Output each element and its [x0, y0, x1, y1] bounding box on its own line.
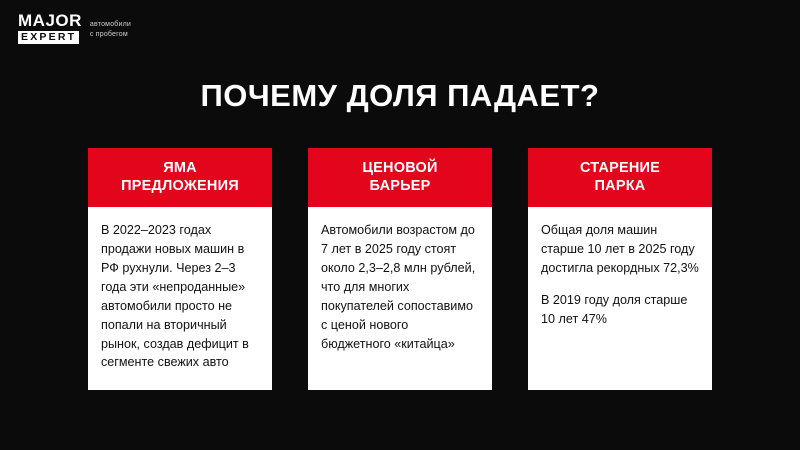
card-fleet-aging [528, 148, 712, 390]
card-supply-gap-paragraph: В 2022–2023 годах продажи новых машин в РФ рухнули. Через 2–3 года эти «непроданные» автомобили просто не попали на вторичный рынок, создав дефицит в сегменте свежих авто [101, 223, 249, 370]
cards-row [88, 148, 712, 390]
card-price-barrier-body [308, 207, 492, 369]
card-fleet-aging-paragraph-2: В 2019 году доля старше 10 лет 47% [541, 292, 688, 326]
card-fleet-aging-body [528, 207, 712, 344]
brand-tagline [90, 20, 131, 39]
card-price-barrier-heading [308, 148, 492, 207]
card-supply-gap [88, 148, 272, 390]
slide-title: ПОЧЕМУ ДОЛЯ ПАДАЕТ? [200, 78, 600, 113]
logo-expert-wrap [18, 29, 82, 44]
card-price-barrier-heading-line1: ЦЕНОВОЙ [362, 160, 438, 176]
card-fleet-aging-heading [528, 148, 712, 207]
logo-mark [18, 12, 82, 44]
card-supply-gap-heading-line2: ПРЕДЛОЖЕНИЯ [121, 178, 239, 195]
card-fleet-aging-paragraph-1: Общая доля машин старше 10 лет в 2025 году достигла рекордных 72,3% [541, 223, 699, 276]
card-supply-gap-body [88, 207, 272, 390]
card-fleet-aging-heading-line1: СТАРЕНИЕ [579, 160, 661, 176]
logo-expert-text: EXPERT [18, 31, 79, 44]
brand-logo [18, 12, 131, 44]
brand-tagline-line1: автомобили [89, 21, 132, 29]
brand-tagline-line2: с пробегом [89, 30, 128, 38]
card-price-barrier-heading-line2: БАРЬЕР [369, 178, 431, 195]
card-price-barrier-paragraph: Автомобили возрастом до 7 лет в 2025 году стоят около 2,3–2,8 млн рублей, что для многих покупателей сопоставимо с ценой нового бюджетного «китайца» [321, 223, 476, 351]
card-fleet-aging-heading-line2: ПАРКА [594, 178, 646, 195]
logo-major-text: MAJOR [18, 11, 82, 30]
card-price-barrier [308, 148, 492, 390]
card-supply-gap-heading-line1: ЯМА [163, 160, 197, 176]
card-supply-gap-heading [88, 148, 272, 207]
